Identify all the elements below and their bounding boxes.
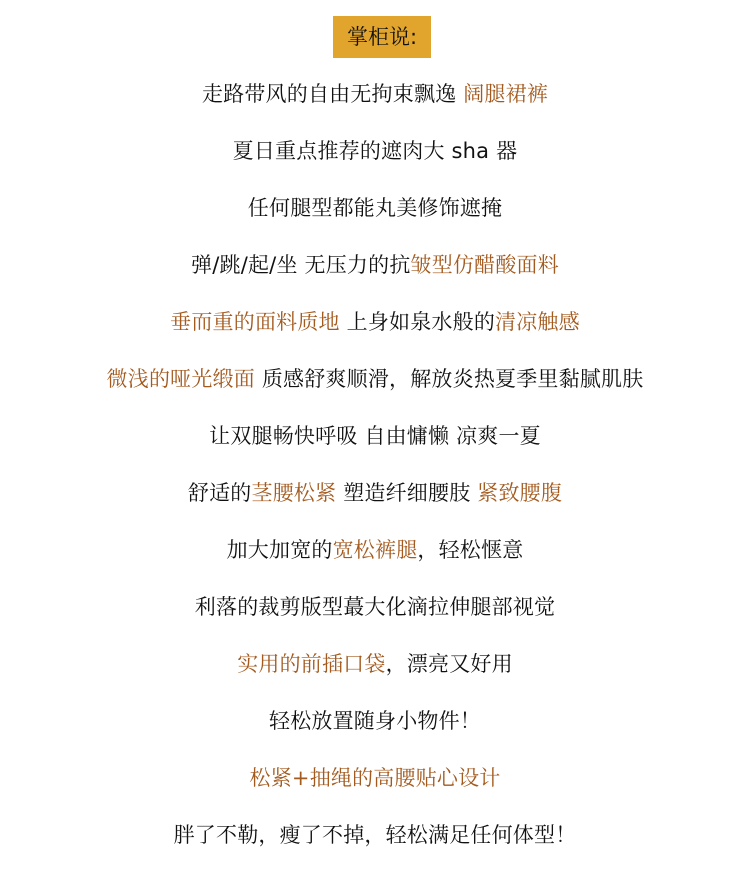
plain-phrase: 夏日重点推荐的遮肉大 sha 器: [232, 139, 518, 163]
title-badge: [333, 16, 431, 58]
title-text: 掌柜说:: [346, 25, 418, 49]
description-line: [0, 813, 750, 870]
plain-phrase: 任何腿型都能丸美修饰遮掩: [247, 196, 503, 220]
plain-phrase: 利落的裁剪版型蕞大化滴拉伸腿部视觉: [194, 595, 556, 619]
description-line: [0, 243, 750, 300]
description-line: [0, 528, 750, 585]
plain-phrase: ，轻松惬意: [417, 538, 524, 562]
description-line: [0, 471, 750, 528]
plain-phrase: 轻松放置随身小物件！: [269, 709, 481, 733]
highlighted-phrase: 宽松裤腿: [332, 538, 418, 562]
plain-phrase: 让双腿畅快呼吸 自由慵懒 凉爽一夏: [209, 424, 541, 448]
plain-phrase: 加大加宽的: [226, 538, 333, 562]
highlighted-phrase: 茎腰松紧: [251, 481, 337, 505]
plain-phrase: ，漂亮又好用: [385, 652, 513, 676]
description-line: [0, 72, 750, 129]
plain-phrase: 上身如泉水般的: [339, 310, 496, 334]
highlighted-phrase: 皱型仿醋酸面料: [410, 253, 559, 277]
description-line: [0, 414, 750, 471]
plain-phrase: 塑造纤细腰肢: [336, 481, 478, 505]
description-line: [0, 129, 750, 186]
plain-phrase: 弹/跳/起/坐 无压力的抗: [191, 253, 411, 277]
description-line: [0, 300, 750, 357]
plain-phrase: 胖了不勒，瘦了不掉，轻松满足任何体型！: [173, 823, 577, 847]
plain-phrase: 质感舒爽顺滑，解放炎热夏季里黏腻肌肤: [254, 367, 644, 391]
plain-phrase: 舒适的: [187, 481, 252, 505]
description-line: [0, 642, 750, 699]
highlighted-phrase: 垂而重的面料质地: [170, 310, 340, 334]
highlighted-phrase: 阔腿裙裤: [463, 82, 549, 106]
highlighted-phrase: 实用的前插口袋: [237, 652, 386, 676]
plain-phrase: 走路带风的自由无拘束飘逸: [201, 82, 464, 106]
highlighted-phrase: 松紧+抽绳的高腰贴心设计: [249, 766, 501, 790]
description-line: [0, 585, 750, 642]
highlighted-phrase: 微浅的哑光缎面: [106, 367, 255, 391]
highlighted-phrase: 紧致腰腹: [477, 481, 563, 505]
description-line: [0, 357, 750, 414]
highlighted-phrase: 清凉触感: [495, 310, 580, 334]
description-line: [0, 186, 750, 243]
description-line: [0, 756, 750, 813]
description-line: [0, 699, 750, 756]
description-lines: [0, 72, 750, 870]
